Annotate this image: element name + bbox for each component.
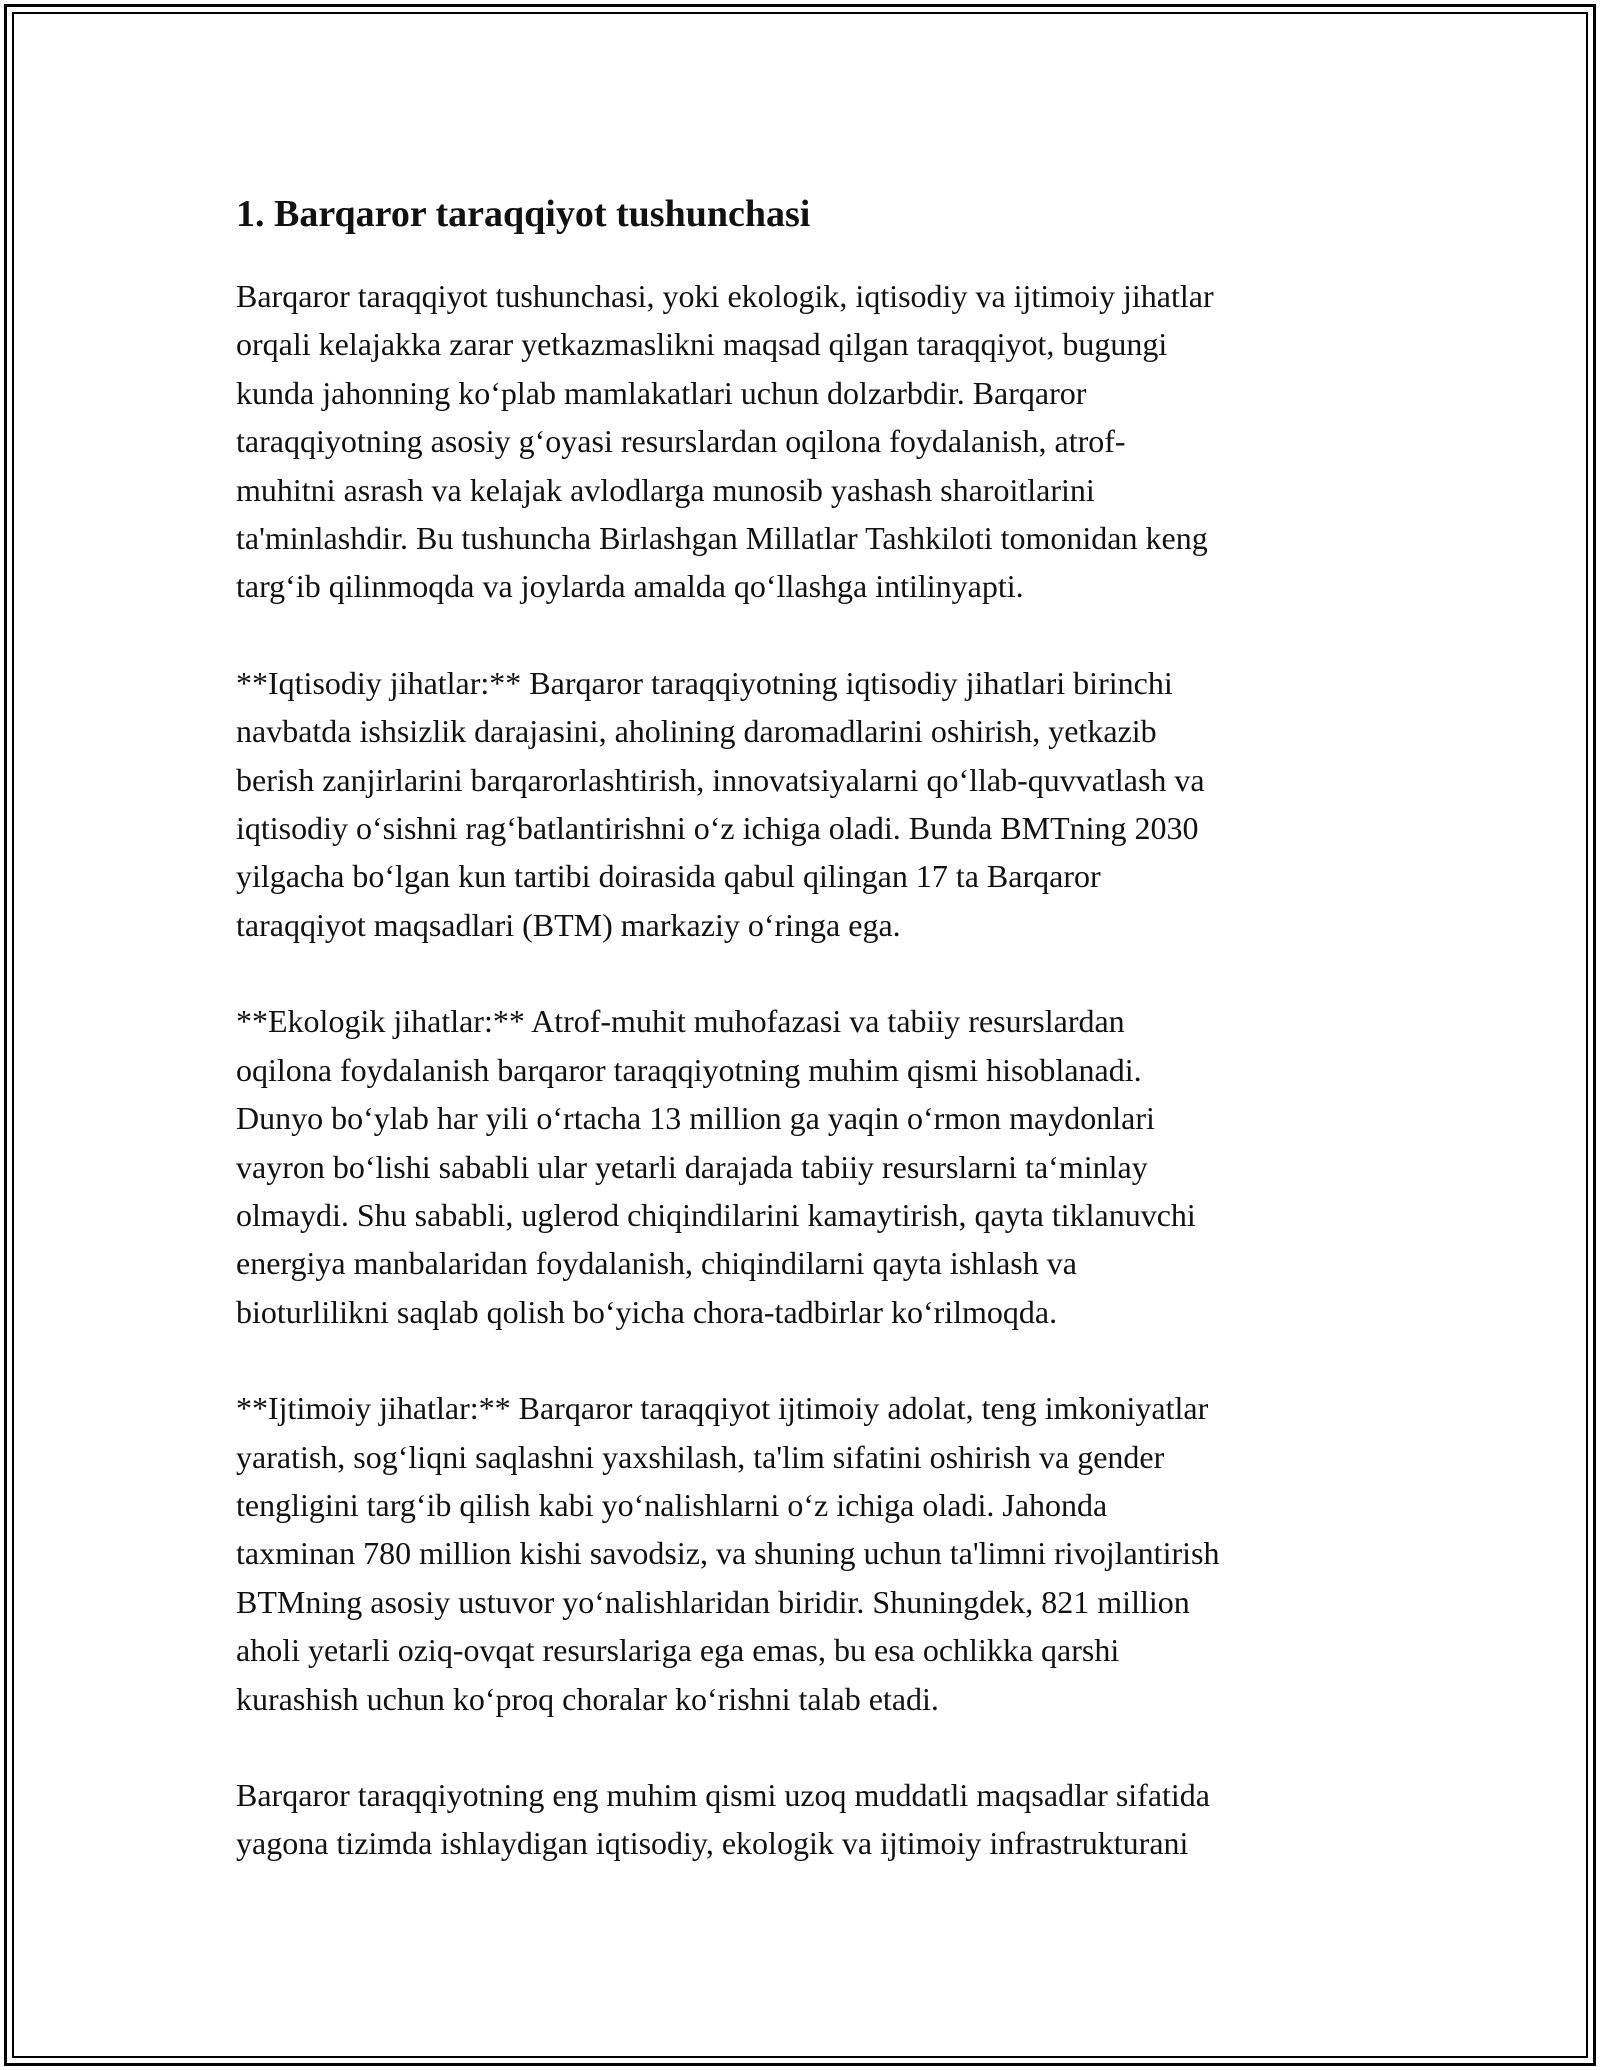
paragraph-conclusion: Barqaror taraqqiyotning eng muhim qismi uzoq muddatli maqsadlar sifatida yagona tizimda ishlaydigan iqtisodiy, ekologik va ijtimoiy infrastrukturani — [236, 1776, 1210, 1862]
document-body — [236, 186, 1376, 1916]
paragraph-intro: Barqaror taraqqiyot tushunchasi, yoki ekologik, iqtisodiy va ijtimoiy jihatlar orqali kelajakka zarar yetkazmaslikni maqsad qilgan taraqqiyot, bugungi kunda jahonning ko‘plab mamlakatlari uchun dolzarbdir. Barqaror taraqqiyotning asosiy g‘oyasi resurslardan oqilona foydalanish, atrof- muhitni asrash va kelajak avlodlarga munosib yashash sharoitlarini ta'minlashdir. Bu tushuncha Birlashgan Millatlar Tashkiloti tomonidan keng targ‘ib qilinmoqda va joylarda amalda qo‘llashga intilinyapti. — [236, 278, 1214, 605]
paragraph-social: **Ijtimoiy jihatlar:** Barqaror taraqqiyot ijtimoiy adolat, teng imkoniyatlar yaratish, sog‘liqni saqlashni yaxshilash, ta'lim sifatini oshirish va gender tengligini targ‘ib qilish kabi yo‘nalishlarni o‘z ichiga oladi. Jahonda taxminan 780 million kishi savodsiz, va shuning uchun ta'limni rivojlantirish BTMning asosiy ustuvor yo‘nalishlaridan biridir. Shuningdek, 821 million aholi yetarli oziq-ovqat resurslariga ega emas, bu esa ochlikka qarshi kurashish uchun ko‘proq choralar ko‘rishni talab etadi. — [236, 1390, 1220, 1717]
paragraph-economic: **Iqtisodiy jihatlar:** Barqaror taraqqiyotning iqtisodiy jihatlari birinchi navbatda ishsizlik darajasini, aholining daromadlarini oshirish, yetkazib berish zanjirlarini barqarorlashtirish, innovatsiyalarni qo‘llab-quvvatlash va iqtisodiy o‘sishni rag‘batlantirishni o‘z ichiga oladi. Bunda BMTning 2030 yilgacha bo‘lgan kun tartibi doirasida qabul qilingan 17 ta Barqaror taraqqiyot maqsadlari (BTM) markaziy o‘ringa ega. — [236, 664, 1205, 943]
section-heading: 1. Barqaror taraqqiyot tushunchasi — [236, 193, 811, 235]
paragraph-ecological: **Ekologik jihatlar:** Atrof-muhit muhofazasi va tabiiy resurslardan oqilona foydalanish barqaror taraqqiyotning muhim qismi hisoblanadi. Dunyo bo‘ylab har yili o‘rtacha 13 million ga yaqin o‘rmon maydonlari vayron bo‘lishi sababli ular yetarli darajada tabiiy resurslarni ta‘minlay olmaydi. Shu sababli, uglerod chiqindilarini kamaytirish, qayta tiklanuvchi energiya manbalaridan foydalanish, chiqindilarni qayta ishlash va bioturlilikni saqlab qolish bo‘yicha chora-tadbirlar ko‘rilmoqda. — [236, 1003, 1196, 1330]
